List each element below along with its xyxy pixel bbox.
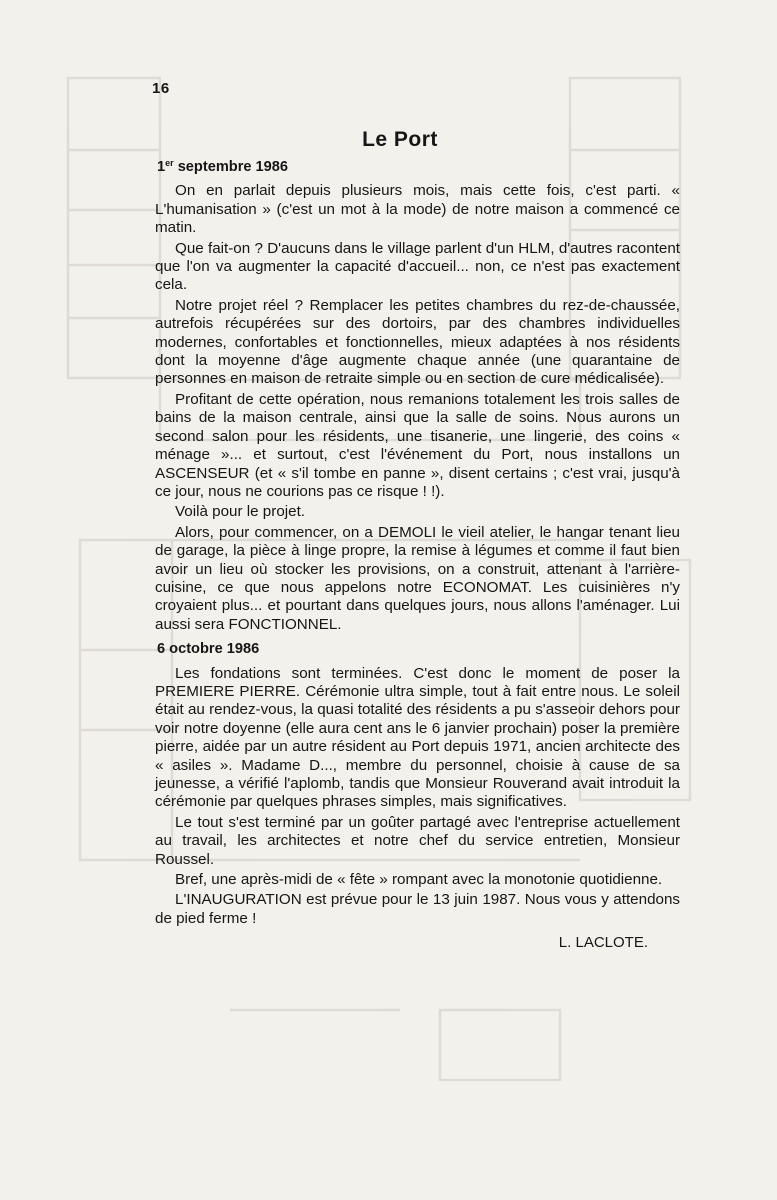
- author-signature: L. LACLOTE.: [558, 934, 648, 952]
- date-heading-2-text: 6 octobre 1986: [157, 641, 260, 658]
- paragraph: L'INAUGURATION est prévue pour le 13 juin 1987. Nous vous y attendons de pied ferme !: [155, 891, 680, 927]
- paragraph: Les fondations sont terminées. C'est donc le moment de poser la PREMIERE PIERRE. Cérémonie ultra simple, tout à fait entre nous. Le soleil était au rendez-vous, la quasi totalité des résidents a pu s'asseoir dehors pour voir notre doyenne (elle aura cent ans le 6 janvier prochain) poser la première pierre, aidée par un autre résident au Port depuis 1971, ancien architecte des « asiles ». Madame D..., membre du personnel, choisie à cause de sa jeunesse, a vérifié l'aplomb, tandis que Monsieur Rouverand avait introduit la cérémonie par quelques phrases simples, mais significatives.: [155, 664, 680, 811]
- date-heading-1: [157, 158, 680, 176]
- paragraph: Que fait-on ? D'aucuns dans le village parlent d'un HLM, d'autres racontent que l'on va augmenter la capacité d'accueil... non, ce n'est pas exactement cela.: [155, 239, 680, 294]
- ordinal-suffix: er: [165, 158, 174, 168]
- paragraph: Voilà pour le projet.: [175, 503, 306, 521]
- paragraph: Notre projet réel ? Remplacer les petites chambres du rez-de-chaussée, autrefois récupérées sur des dortoirs, par des chambres individuelles modernes, confortables et fonctionnelles, mieux adaptées à nos résidents dont la moyenne d'âge augmente chaque année (une quarantaine de personnes en maison de retraite simple ou en section de cure médicalisée).: [155, 296, 680, 388]
- article-body: [155, 158, 680, 953]
- paragraph: Bref, une après-midi de « fête » rompant avec la monotonie quotidienne.: [175, 871, 663, 889]
- date-heading-1-text: 1er septembre 1986: [157, 158, 289, 175]
- paragraph: On en parlait depuis plusieurs mois, mais cette fois, c'est parti. « L'humanisation » (c'est un mot à la mode) de notre maison a commencé ce matin.: [155, 182, 680, 237]
- article-title: Le Port: [362, 128, 438, 151]
- page-number: 16: [152, 80, 170, 97]
- paragraph: Alors, pour commencer, on a DEMOLI le vieil atelier, le hangar tenant lieu de garage, la pièce à linge propre, la remise à légumes et comme il faut bien avoir un lieu où stocker les provisions, on a construit, attenant à l'arrière-cuisine, ce que nous appelons notre ECONOMAT. Les cuisinières n'y croyaient plus... et pourtant dans quelques jours, nous allons l'aménager. Lui aussi sera FONCTIONNEL.: [155, 523, 680, 633]
- paragraph: Le tout s'est terminé par un goûter partagé avec l'entreprise actuellement au travail, les architectes et notre chef du service entretien, Monsieur Roussel.: [155, 813, 680, 868]
- date-heading-2: [157, 640, 680, 658]
- paragraph: Profitant de cette opération, nous remanions totalement les trois salles de bains de la maison centrale, ainsi que la salle de soins. Nous aurons un second salon pour les résidents, une tisanerie, une lingerie, des coins « ménage »... et surtout, c'est l'événement du Port, nous installons un ASCENSEUR (et « s'il tombe en panne », disent certains ; c'est vrai, jusqu'à ce jour, nous ne courions pas ce risque ! !).: [155, 390, 680, 500]
